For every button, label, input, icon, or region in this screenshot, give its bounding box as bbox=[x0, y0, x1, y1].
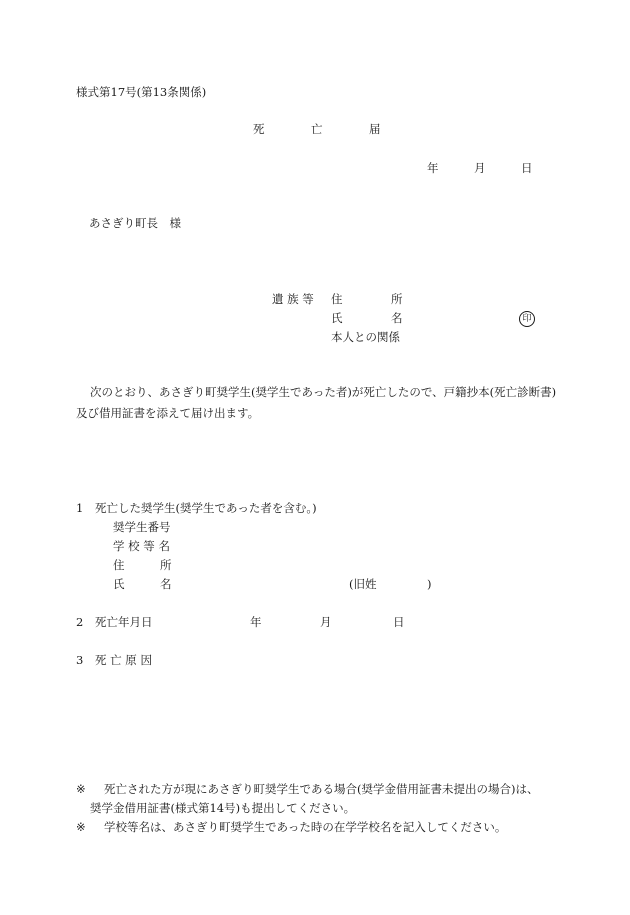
student-name-label-b: 名 bbox=[160, 577, 172, 591]
note1-line2: 奨学金借用証書(様式第14号)も提出してください。 bbox=[90, 801, 356, 815]
section1-heading: 死亡した奨学生(奨学生であった者を含む。) bbox=[95, 501, 317, 515]
section3-heading: 死 亡 原 因 bbox=[95, 653, 152, 667]
note1-mark: ※ bbox=[76, 782, 86, 796]
intro-paragraph: 次のとおり、あさぎり町奨学生(奨学生であった者)が死亡したので、戸籍抄本(死亡診断書)及び借用証書を添えて届け出ます。 bbox=[76, 385, 557, 420]
applicant-name-label-a: 氏 bbox=[331, 311, 343, 325]
death-month-label: 月 bbox=[320, 615, 332, 629]
applicant-relation-label: 本人との関係 bbox=[331, 330, 400, 344]
applicant-address-label-b: 所 bbox=[391, 292, 403, 306]
student-address-label-b: 所 bbox=[160, 558, 172, 572]
section3-number: 3 bbox=[76, 653, 84, 667]
applicant-group-label: 遺 族 等 bbox=[272, 292, 314, 306]
title-char-2: 亡 bbox=[311, 122, 323, 136]
maiden-name-close: ) bbox=[427, 577, 432, 591]
date-year-label: 年 bbox=[427, 161, 439, 175]
student-number-label: 奨学生番号 bbox=[113, 520, 171, 534]
section1-number: 1 bbox=[76, 501, 84, 515]
death-day-label: 日 bbox=[393, 615, 405, 629]
section2-heading: 死亡年月日 bbox=[95, 615, 153, 629]
date-day-label: 日 bbox=[521, 161, 533, 175]
death-year-label: 年 bbox=[250, 615, 262, 629]
note2-text: 学校等名は、あさぎり町奨学生であった時の在学学校名を記入してください。 bbox=[104, 820, 507, 834]
applicant-name-label-b: 名 bbox=[391, 311, 403, 325]
school-name-label: 学 校 等 名 bbox=[113, 539, 170, 553]
title-char-1: 死 bbox=[253, 122, 265, 136]
addressee: あさぎり町長 様 bbox=[89, 216, 181, 230]
seal-mark: 印 bbox=[519, 311, 535, 327]
student-name-label-a: 氏 bbox=[113, 577, 125, 591]
maiden-name-open: (旧姓 bbox=[349, 577, 377, 591]
note2-mark: ※ bbox=[76, 820, 86, 834]
form-number: 様式第17号(第13条関係) bbox=[76, 85, 207, 99]
applicant-address-label-a: 住 bbox=[331, 292, 343, 306]
section2-number: 2 bbox=[76, 615, 84, 629]
title-char-3: 届 bbox=[369, 122, 381, 136]
date-month-label: 月 bbox=[474, 161, 486, 175]
note1-line1: 死亡された方が現にあさぎり町奨学生である場合(奨学金借用証書未提出の場合)は、 bbox=[104, 782, 539, 796]
student-address-label-a: 住 bbox=[113, 558, 125, 572]
